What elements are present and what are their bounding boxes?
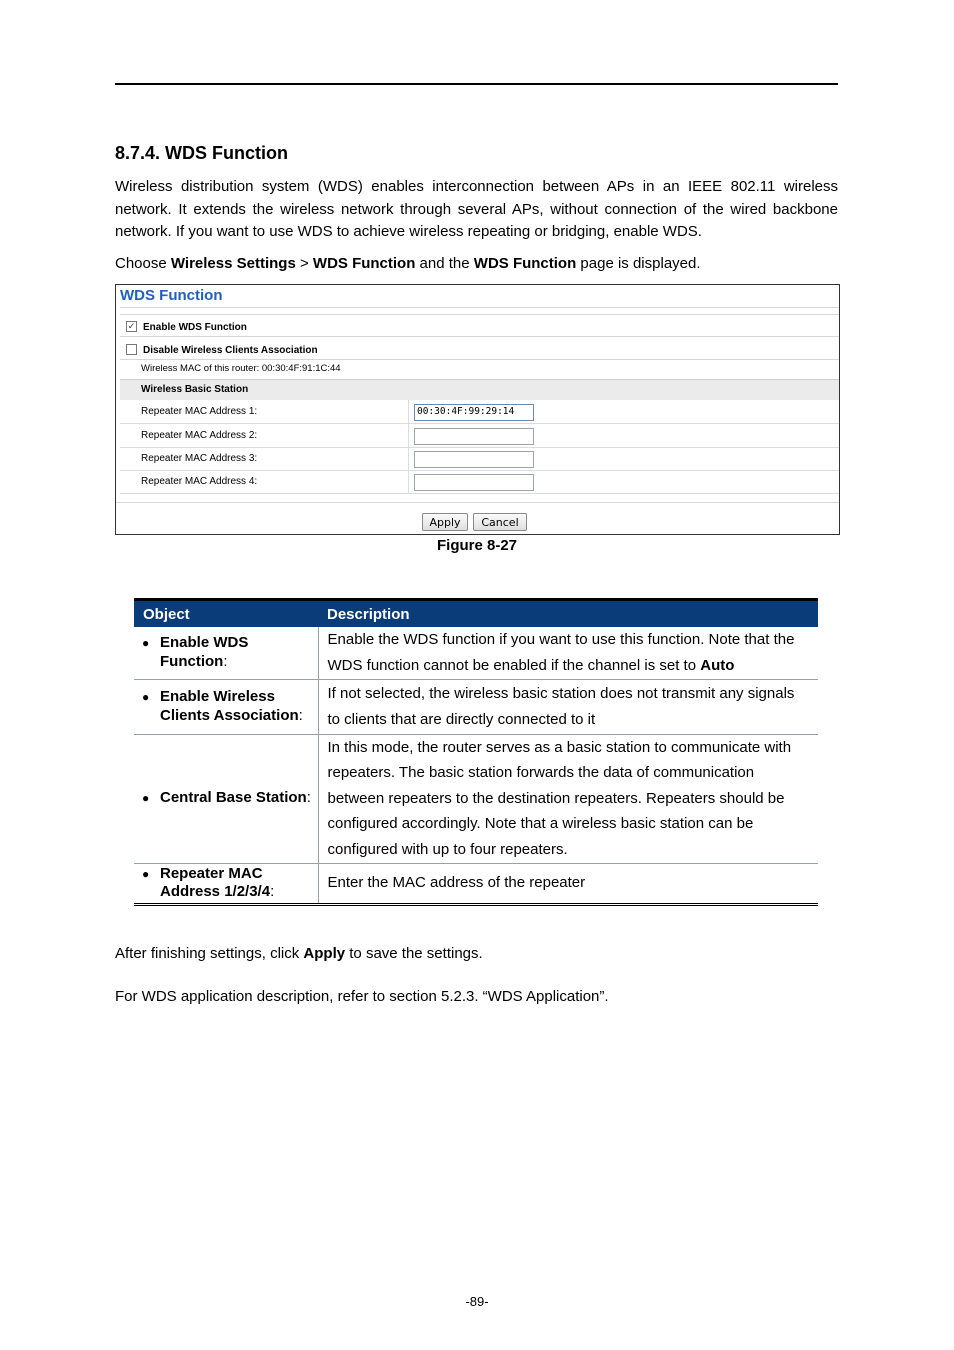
- after-prefix: After finishing settings, click: [115, 945, 304, 962]
- table-row: [134, 679, 818, 734]
- object-name: Enable Wireless Clients Association: [160, 688, 299, 724]
- apply-button[interactable]: Apply: [422, 513, 468, 531]
- object-cell: ● Repeater MAC Address 1/2/3/4:: [134, 863, 318, 904]
- menu-name: Wireless Settings: [170, 255, 296, 272]
- description-cell: [318, 679, 818, 734]
- title-divider-2: [120, 314, 839, 315]
- repeater-label-1: Repeater MAC Address 1:: [141, 406, 258, 417]
- title-divider: [120, 307, 839, 308]
- row-divider: [120, 359, 839, 360]
- bullet-icon: ●: [142, 636, 150, 651]
- disable-clients-checkbox[interactable]: [126, 344, 137, 355]
- repeater-mac-input-4[interactable]: [414, 474, 534, 491]
- header-rule: [115, 83, 838, 85]
- page-name: WDS Function: [473, 255, 577, 272]
- menu-item-name: WDS Function: [312, 255, 416, 272]
- description-cell: [318, 627, 818, 679]
- bullet-icon: ●: [142, 866, 150, 881]
- description-bold: Auto: [700, 656, 735, 674]
- after-suffix: to save the settings.: [345, 945, 483, 962]
- table-row: [134, 627, 818, 679]
- page-number: -89-: [465, 1294, 489, 1309]
- repeater-row-3: [120, 447, 839, 471]
- grid-separator: [408, 400, 409, 423]
- object-name: Repeater MAC Address 1/2/3/4: [160, 864, 271, 900]
- choose-suffix: page is displayed.: [576, 255, 701, 272]
- enable-wds-label: Enable WDS Function: [143, 322, 247, 333]
- table-row: [134, 734, 818, 863]
- description-text: If not selected, the wireless basic station does not transmit any signals to clients that are directly connected to it: [327, 685, 795, 728]
- wds-screenshot: [115, 284, 840, 535]
- choose-sep: >: [295, 255, 313, 272]
- footer-divider: [116, 502, 839, 503]
- description-text: In this mode, the router serves as a basic station to communicate with repeaters. The basic station forwards the data of communication between repeaters to the destination repeaters. Repeaters should be configured accordingly. Note that a wireless basic station can be configured with up to four repeaters.: [327, 738, 792, 858]
- object-cell: ● Enable WDS Function:: [134, 627, 318, 679]
- repeater-mac-input-2[interactable]: [414, 428, 534, 445]
- basic-station-band: [120, 379, 839, 400]
- disable-clients-label: Disable Wireless Clients Association: [143, 345, 318, 356]
- object-name: Enable WDS Function: [160, 634, 249, 670]
- choose-mid: and the: [415, 255, 474, 272]
- enable-wds-checkbox[interactable]: ✓: [127, 321, 136, 331]
- description-text: Enable the WDS function if you want to use this function. Note that the WDS function cannot be enabled if the channel is set to: [327, 631, 795, 674]
- grid-separator: [408, 447, 409, 470]
- wds-screenshot-title: WDS Function: [120, 287, 223, 304]
- description-text: Enter the MAC address of the repeater: [327, 874, 586, 892]
- after-paragraph: [115, 943, 838, 966]
- router-mac-info: Wireless MAC of this router: 00:30:4F:91:1C:44: [141, 363, 341, 374]
- object-cell: ● Central Base Station:: [134, 734, 318, 863]
- choose-prefix: Choose: [115, 255, 171, 272]
- repeater-mac-input-3[interactable]: [414, 451, 534, 468]
- repeater-row-2: [120, 424, 839, 448]
- header-description: Description: [318, 600, 818, 628]
- table-row: [134, 863, 818, 904]
- grid-separator: [408, 470, 409, 493]
- intro-paragraph: Wireless distribution system (WDS) enables interconnection between APs in an IEEE 802.11 wireless network. It extends the wireless network through several APs, without connection of the wired backbone network. If you want to use WDS to achieve wireless repeating or bridging, enable WDS.: [115, 178, 838, 240]
- choose-paragraph: [115, 253, 838, 276]
- repeater-label-2: Repeater MAC Address 2:: [141, 430, 258, 441]
- refer-paragraph: For WDS application description, refer to section 5.2.3. “WDS Application”.: [115, 988, 609, 1005]
- row-divider: [120, 336, 839, 337]
- grid-separator: [408, 424, 409, 447]
- object-description-table: [134, 598, 818, 906]
- table-header-row: [134, 600, 818, 628]
- header-object: Object: [134, 600, 318, 628]
- description-cell: [318, 863, 818, 904]
- repeater-row-4: [120, 470, 839, 494]
- figure-caption: Figure 8-27: [436, 537, 518, 554]
- bullet-icon: ●: [142, 690, 150, 704]
- object-cell: ● Enable Wireless Clients Association:: [134, 679, 318, 734]
- after-bold: Apply: [303, 945, 346, 962]
- repeater-row-1: [120, 400, 839, 424]
- repeater-label-4: Repeater MAC Address 4:: [141, 476, 258, 487]
- cancel-button[interactable]: Cancel: [473, 513, 527, 531]
- object-name: Central Base Station: [160, 789, 307, 807]
- description-cell: [318, 734, 818, 863]
- basic-station-label: Wireless Basic Station: [141, 384, 249, 395]
- section-heading: 8.7.4. WDS Function: [115, 143, 289, 163]
- repeater-label-3: Repeater MAC Address 3:: [141, 453, 258, 464]
- bullet-icon: ●: [142, 791, 150, 806]
- repeater-mac-input-1[interactable]: 00:30:4F:99:29:14: [414, 404, 534, 421]
